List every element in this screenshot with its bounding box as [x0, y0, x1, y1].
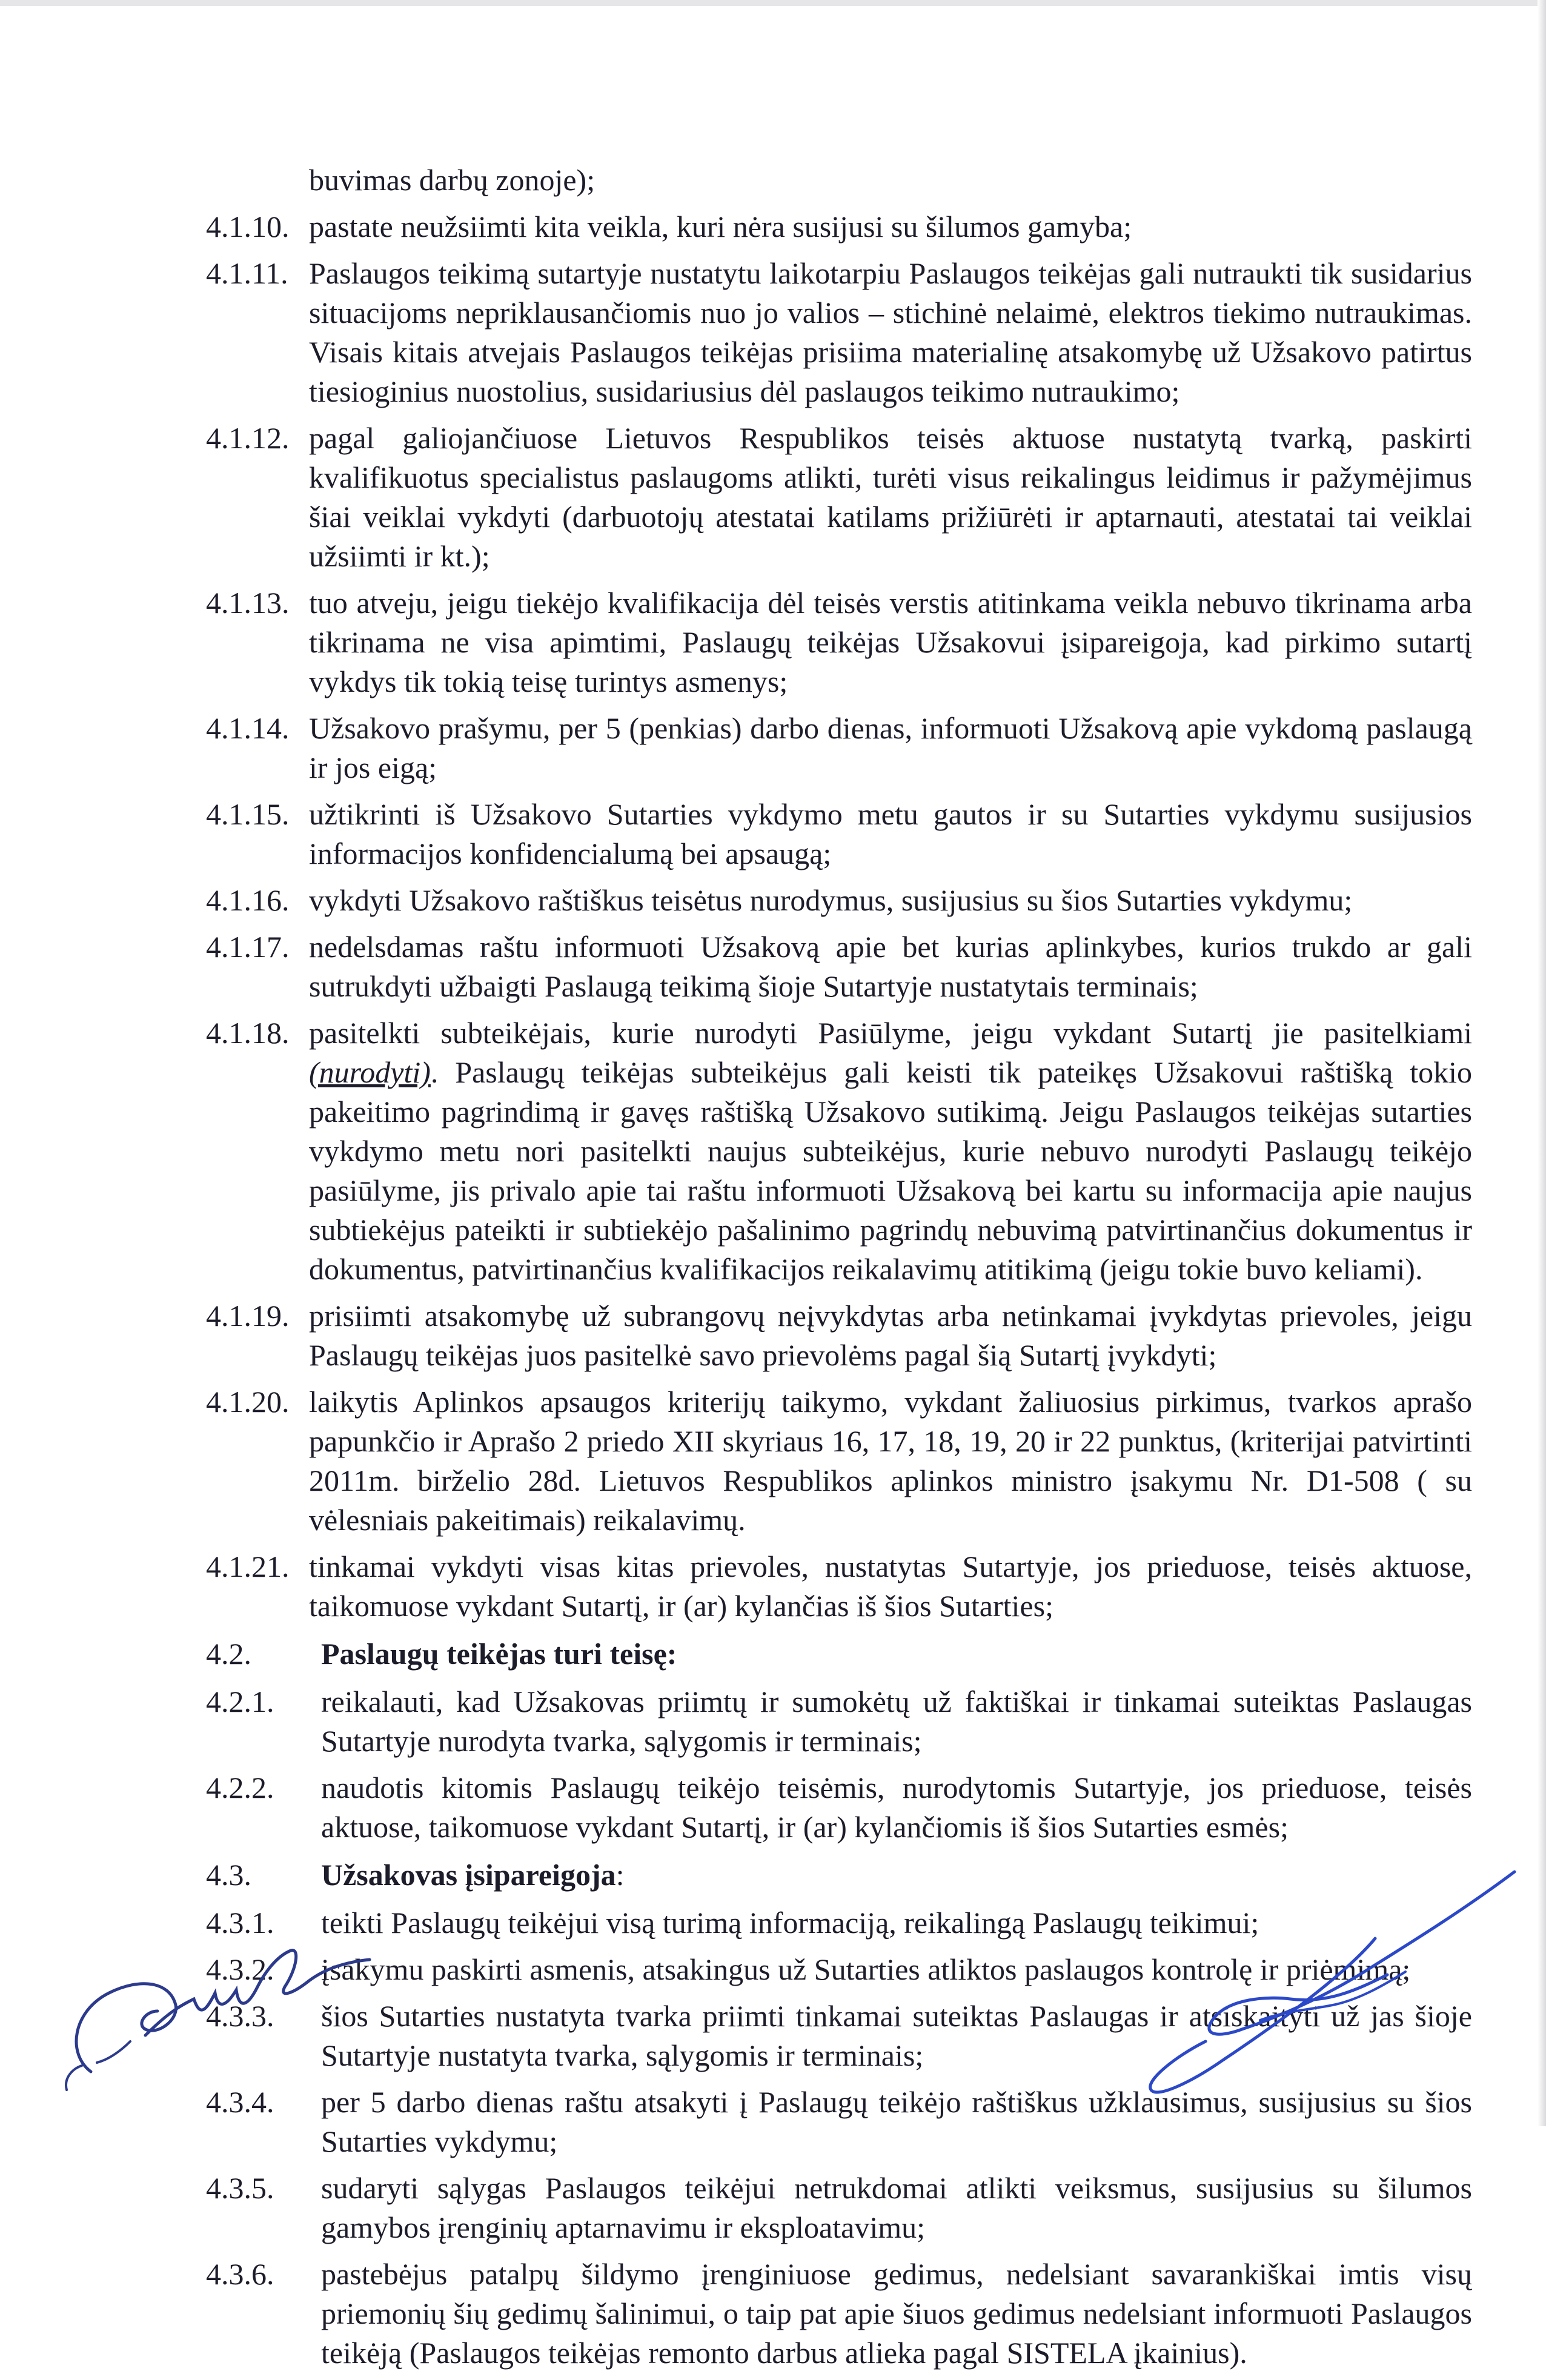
clause-text: tuo atveju, jeigu tiekėjo kvalifikacija dėl teisės verstis atitinkama veikla nebuvo tikrinama arba tikrinama ne visa apimtimi, Paslaugų teikėjas Užsakovui įsipareigoja, kad pirkimo sutartį vykdys tik tokią teisę turintys asmenys;: [309, 586, 1472, 698]
clause-number: 4.1.15.: [206, 797, 290, 831]
clause-text: užtikrinti iš Užsakovo Sutarties vykdymo metu gautos ir su Sutarties vykdymu susijusios informacijos konfidencialumą bei apsaugą;: [309, 797, 1472, 870]
clause-number: 4.1.16.: [206, 883, 290, 917]
clause-number: 4.1.17.: [206, 930, 290, 964]
clause-4-1-14: [206, 709, 1472, 787]
clause-text: Paslaugos teikimą sutartyje nustatytu laikotarpiu Paslaugos teikėjas gali nutraukti tik susidarius situacijoms nepriklausančiomis nuo jo valios – stichinė nelaimė, elektros tiekimo nutraukimas. Visais kitais atvejais Paslaugos teikėjas prisiima materialinę atsakomybę už Užsakovo patirtus tiesioginius nuostolius, susidariusius dėl paslaugos teikimo nutraukimo;: [309, 256, 1472, 408]
scan-edge-top: [0, 0, 1546, 6]
section-4-2-heading: [206, 1634, 1472, 1674]
clause-4-1-18: [206, 1013, 1472, 1289]
clause-text: naudotis kitomis Paslaugų teikėjo teisėmis, nurodytomis Sutartyje, jos prieduose, teisės aktuose, taikomuose vykdant Sutartį, ir (ar) kylančiomis iš šios Sutarties esmės;: [321, 1771, 1472, 1844]
clause-4-1-20: [206, 1382, 1472, 1540]
scan-edge-right: [1538, 0, 1546, 2126]
section-title: Užsakovas įsipareigoja: [321, 1858, 616, 1892]
clause-number: 4.3.6.: [206, 2257, 274, 2291]
clause-text: pagal galiojančiuose Lietuvos Respublikos teisės aktuose nustatytą tvarką, paskirti kvalifikuotus specialistus paslaugoms atlikti, turėti visus reikalingus leidimus ir pažymėjimus šiai veiklai vykdyti (darbuotojų atestatai katilams prižiūrėti ir aptarnauti, atestatai tai veiklai užsiimti ir kt.);: [309, 421, 1472, 573]
clause-number: 4.1.14.: [206, 711, 290, 745]
clause-text: įsakymu paskirti asmenis, atsakingus už Sutarties atliktos paslaugos kontrolę ir priėmimą;: [321, 1952, 1411, 1986]
clause-text: per 5 darbo dienas raštu atsakyti į Paslaugų teikėjo raštiškus užklausimus, susijusius su šios Sutarties vykdymu;: [321, 2085, 1472, 2158]
clause-4-3-6: [206, 2255, 1472, 2373]
clause-underlined-text: (nurodyti): [309, 1055, 431, 1089]
clause-text: pastate neužsiimti kita veikla, kuri nėra susijusi su šilumos gamyba;: [309, 210, 1132, 244]
section-number: 4.3.: [206, 1858, 251, 1892]
clause-number: 4.3.1.: [206, 1906, 274, 1940]
clause-4-1-13: [206, 583, 1472, 701]
clause-4-1-11: [206, 254, 1472, 411]
signature-left: [55, 1914, 394, 2099]
clause-number: 4.3.4.: [206, 2085, 274, 2119]
clause-list-4-2: [206, 1682, 1472, 1847]
clause-4-1-10: [206, 207, 1472, 247]
clause-text-end: . Paslaugų teikėjas subteikėjus gali keisti tik pateikęs Užsakovui raštišką tokio pakeitimo pagrindimą ir gavęs raštišką Užsakovo sutikimą. Jeigu Paslaugos teikėjas sutarties vykdymo metu nori pasitelkti naujus subteikėjus, kurie nebuvo nurodyti Paslaugų teikėjo pasiūlyme, jis privalo apie tai raštu informuoti Užsakovą bei kartu su informacija apie naujus subtiekėjus pateikti ir subtiekėjo pašalinimo pagrindų nebuvimą patvirtinančius dokumentus ir dokumentus, patvirtinančius kvalifikacijos reikalavimų atitikimą (jeigu tokie buvo keliami).: [309, 1055, 1472, 1286]
clause-number: 4.3.5.: [206, 2171, 274, 2205]
clause-text: teikti Paslaugų teikėjui visą turimą informaciją, reikalingą Paslaugų teikimui;: [321, 1906, 1259, 1940]
clause-4-1-15: [206, 795, 1472, 873]
clause-text: šios Sutarties nustatyta tvarka priimti tinkamai suteiktas Paslaugas ir atsiskaityti už jas šioje Sutartyje nustatyta tvarka, sąlygomis ir terminais;: [321, 1999, 1472, 2072]
clause-4-1-19: [206, 1296, 1472, 1375]
section-number: 4.2.: [206, 1637, 251, 1671]
clause-number: 4.1.11.: [206, 256, 288, 290]
clause-text: sudaryti sąlygas Paslaugos teikėjui netrukdomai atlikti veiksmus, susijusius su šilumos gamybos įrenginių aptarnavimu ir eksploatavimu;: [321, 2171, 1472, 2244]
clause-number: 4.1.18.: [206, 1016, 290, 1050]
clause-number: 4.1.12.: [206, 421, 290, 455]
clause-4-3-5: [206, 2169, 1472, 2247]
clause-text: nedelsdamas raštu informuoti Užsakovą apie bet kurias aplinkybes, kurios trukdo ar gali sutrukdyti užbaigti Paslaugą teikimą šioje Sutartyje nustatytais terminais;: [309, 930, 1472, 1003]
clause-text: pastebėjus patalpų šildymo įrenginiuose gedimus, nedelsiant savarankiškai imtis visų priemonių šių gedimų šalinimui, o taip pat apie šiuos gedimus nedelsiant informuoti Paslaugos teikėją (Paslaugos teikėjas remonto darbus atlieka pagal SISTELA įkainius).: [321, 2257, 1472, 2370]
section-title: Paslaugų teikėjas turi teisę:: [321, 1637, 677, 1671]
clause-text: prisiimti atsakomybę už subrangovų neįvykdytas arba netinkamai įvykdytas prievoles, jeigu Paslaugų teikėjas juos pasitelkė savo prievolėms pagal šią Sutartį įvykdyti;: [309, 1299, 1472, 1372]
clause-4-2-2: [206, 1768, 1472, 1847]
clause-list-4-1-b: [206, 1296, 1472, 1626]
continuation-line: buvimas darbų zonoje);: [309, 163, 596, 197]
clause-number: 4.3.2.: [206, 1952, 274, 1986]
section-colon: :: [615, 1858, 625, 1892]
clause-number: 4.1.13.: [206, 586, 290, 620]
clause-4-1-16: [206, 881, 1472, 920]
signature-right: [1127, 1866, 1527, 2111]
clause-list-4-1: [206, 207, 1472, 1006]
clause-number: 4.1.10.: [206, 210, 290, 244]
clause-text: reikalauti, kad Užsakovas priimtų ir sumokėtų už faktiškai ir tinkamai suteiktas Paslaugas Sutartyje nurodyta tvarka, sąlygomis ir terminais;: [321, 1685, 1472, 1758]
clause-number: 4.2.2.: [206, 1771, 274, 1805]
clause-number: 4.1.19.: [206, 1299, 290, 1333]
clause-4-2-1: [206, 1682, 1472, 1761]
clause-text-start: pasitelkti subteikėjais, kurie nurodyti Pasiūlyme, jeigu vykdant Sutartį jie pasitelkiami: [309, 1016, 1472, 1050]
clause-text: laikytis Aplinkos apsaugos kriterijų taikymo, vykdant žaliuosius pirkimus, tvarkos aprašo papunkčio ir Aprašo 2 priedo XII skyriaus 16, 17, 18, 19, 20 ir 22 punktus, (kriterijai patvirtinti 2011m. birželio 28d. Lietuvos Respublikos aplinkos ministro įsakymu Nr. D1-508 ( su vėlesniais pakeitimais) reikalavimų.: [309, 1385, 1472, 1537]
clause-number: 4.1.20.: [206, 1385, 290, 1419]
clause-number: 4.3.3.: [206, 1999, 274, 2033]
clause-text: tinkamai vykdyti visas kitas prievoles, nustatytas Sutartyje, jos prieduose, teisės aktuose, taikomuose vykdant Sutartį, ir (ar) kylančias iš šios Sutarties;: [309, 1550, 1472, 1623]
clause-text: Užsakovo prašymu, per 5 (penkias) darbo dienas, informuoti Užsakovą apie vykdomą paslaugą ir jos eigą;: [309, 711, 1472, 784]
clause-text: vykdyti Užsakovo raštiškus teisėtus nurodymus, susijusius su šios Sutarties vykdymu;: [309, 883, 1353, 917]
clause-4-1-17: [206, 927, 1472, 1006]
clause-4-1-12: [206, 419, 1472, 576]
clause-4-1-21: [206, 1547, 1472, 1626]
clause-number: 4.2.1.: [206, 1685, 274, 1719]
clause-number: 4.1.21.: [206, 1550, 290, 1583]
